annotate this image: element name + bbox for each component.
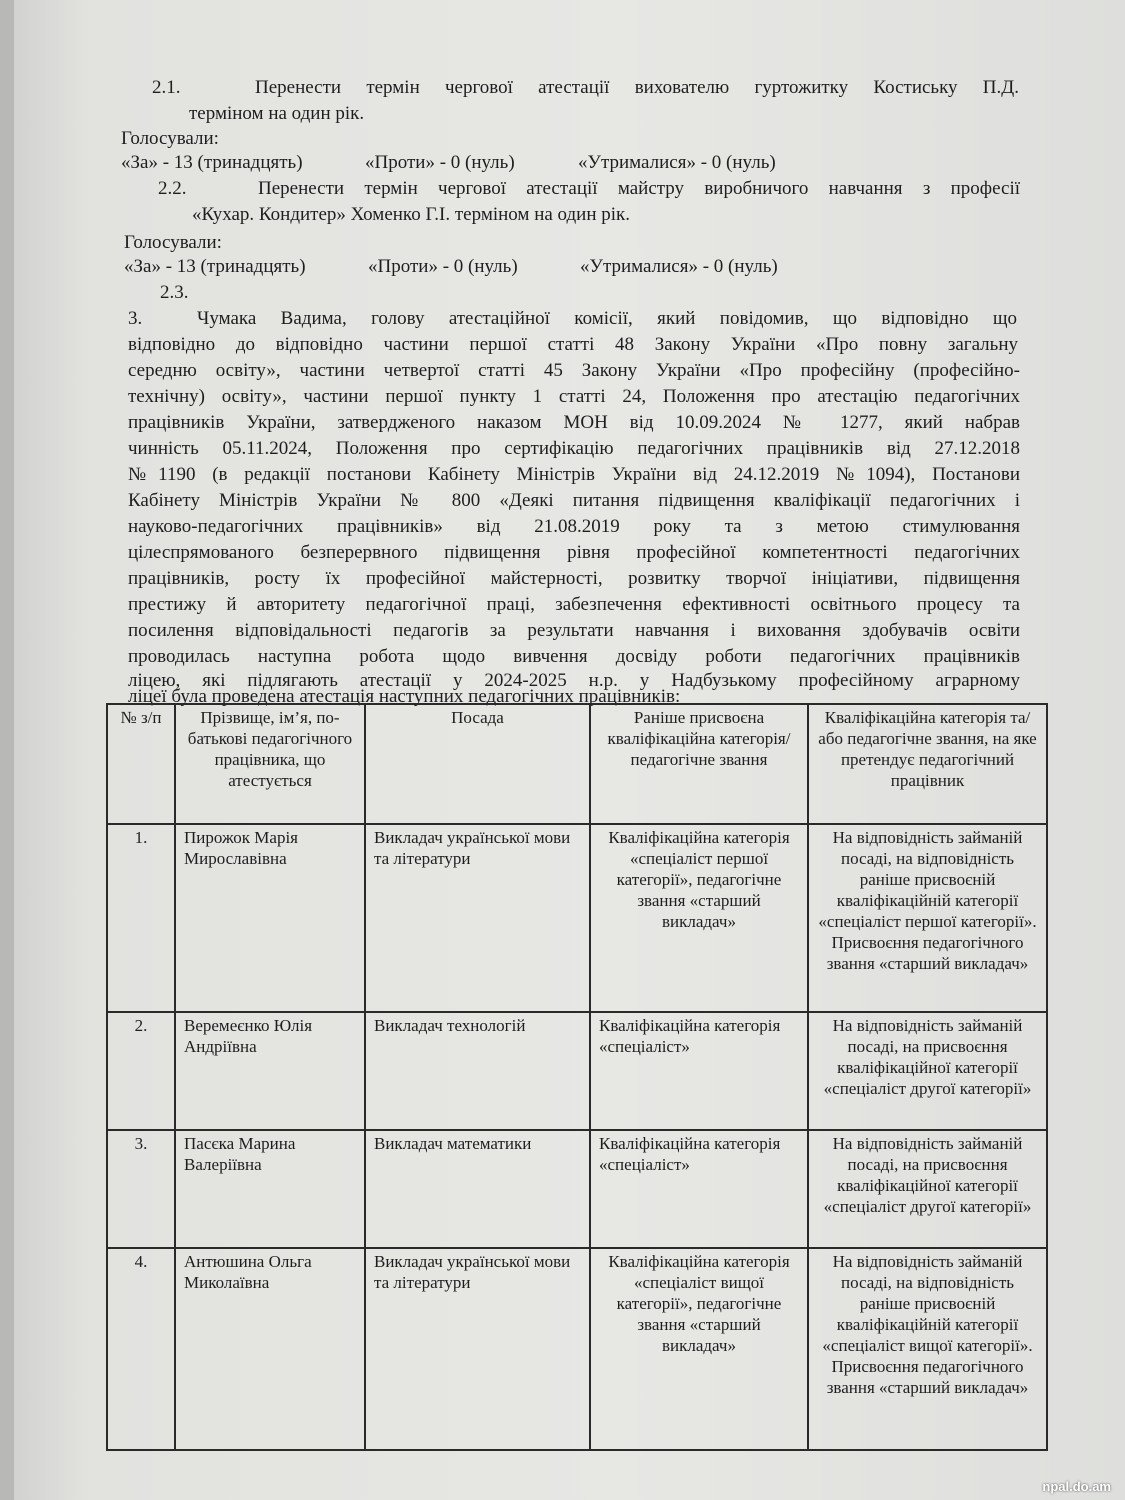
row-previous-category: Кваліфікаційна категорія «спеціаліст першої категорії», педагогічне звання «старший викладач» <box>590 824 808 1012</box>
item-2-3-number: 2.3. <box>160 282 189 303</box>
item-3-line: ліцею, які підлягають атестації у 2024-2025 н.р. у Надбузькому професійному аграрному <box>128 670 1020 691</box>
item-3-line: Кабінету Міністрів України № 800 «Деякі питання підвищення кваліфікації педагогічних і <box>128 490 1020 511</box>
row-previous-category: Кваліфікаційна категорія «спеціаліст» <box>590 1012 808 1130</box>
row-target-category: На відповідність займаній посаді, на відповідність раніше присвоєній кваліфікаційній категорії «спеціаліст першої категорії». Присвоєння педагогічного звання «старший викладач» <box>808 824 1047 1012</box>
item-2-1-text-line2: терміном на один рік. <box>189 103 365 124</box>
header-previous-category: Раніше присвоєна кваліфікаційна категорія/ педагогічне звання <box>590 704 808 824</box>
site-watermark: npal.do.am <box>1042 1479 1111 1494</box>
row-target-category: На відповідність займаній посаді, на присвоєння кваліфікаційної категорії «спеціаліст другої категорії» <box>808 1012 1047 1130</box>
item-3-line: відповідно до відповідно частини першої статті 48 Закону України «Про повну загальну <box>128 334 1018 355</box>
row-name: Пасєка Марина Валеріївна <box>175 1130 365 1248</box>
item-3-line: середню освіту», частини четвертої статті 45 Закону України «Про професійну (професійно- <box>128 360 1020 381</box>
row-name: Пирожок Марія Мирославівна <box>175 824 365 1012</box>
vote-1-za: «За» - 13 (тринадцять) <box>121 152 303 173</box>
vote-1-label: Голосували: <box>121 128 219 149</box>
attestation-table <box>106 703 1048 1451</box>
item-3-line: працівників України, затвердженого наказом МОН від 10.09.2024 № 1277, який набрав <box>128 412 1020 433</box>
row-previous-category: Кваліфікаційна категорія «спеціаліст» <box>590 1130 808 1248</box>
row-number: 4. <box>107 1248 175 1450</box>
row-name: Антюшина Ольга Миколаївна <box>175 1248 365 1450</box>
item-2-2-text-line1: Перенести термін чергової атестації майстру виробничого навчання з професії <box>258 178 1020 199</box>
item-3-line: ліцеї була проведена атестація наступних педагогічних працівників: <box>128 686 681 707</box>
item-3-number: 3. <box>128 308 143 329</box>
row-number: 3. <box>107 1130 175 1248</box>
row-number: 1. <box>107 824 175 1012</box>
vote-1-proty: «Проти» - 0 (нуль) <box>365 152 515 173</box>
table-row <box>107 1130 1047 1248</box>
item-3-line: посилення відповідальності педагогів за результати навчання і виховання здобувачів освіти <box>128 620 1020 641</box>
table-row <box>107 1012 1047 1130</box>
row-position: Викладач української мови та літератури <box>365 1248 590 1450</box>
page-edge-shadow <box>0 0 14 1500</box>
item-3-line: працівників, росту їх професійної майстерності, розвитку творчої ініціативи, підвищення <box>128 568 1020 589</box>
row-name: Веремеєнко Юлія Андріївна <box>175 1012 365 1130</box>
row-position: Викладач української мови та літератури <box>365 824 590 1012</box>
item-3-line: науково-педагогічних працівників» від 21.08.2019 року та з метою стимулювання <box>128 516 1020 537</box>
item-3-line: проводилась наступна робота щодо вивчення досвіду роботи педагогічних працівників <box>128 646 1020 667</box>
item-3-line: цілеспрямованого безперервного підвищення рівня професійної компетентності педагогічних <box>128 542 1020 563</box>
vote-2-utrymalys: «Утрималися» - 0 (нуль) <box>580 256 778 277</box>
item-3-line: №1190 (в редакції постанови Кабінету Міністрів України від 24.12.2019 №1094), Постанови <box>128 464 1020 485</box>
item-3-line: престижу й авторитету педагогічної праці, забезпечення ефективності освітнього процесу та <box>128 594 1020 615</box>
row-number: 2. <box>107 1012 175 1130</box>
vote-2-label: Голосували: <box>124 232 222 253</box>
row-position: Викладач математики <box>365 1130 590 1248</box>
item-2-1-text-line1: Перенести термін чергової атестації вихователю гуртожитку Костиську П.Д. <box>255 77 1019 98</box>
table-header-row <box>107 704 1047 824</box>
table-row <box>107 824 1047 1012</box>
row-target-category: На відповідність займаній посаді, на присвоєння кваліфікаційної категорії «спеціаліст другої категорії» <box>808 1130 1047 1248</box>
row-position: Викладач технологій <box>365 1012 590 1130</box>
header-position: Посада <box>365 704 590 824</box>
header-full-name: Прізвище, ім’я, по-батькові педагогічного працівника, що атестується <box>175 704 365 824</box>
item-2-2-number: 2.2. <box>158 178 187 199</box>
row-target-category: На відповідність займаній посаді, на відповідність раніше присвоєній кваліфікаційній категорії «спеціаліст вищої категорії». Присвоєння педагогічного звання «старший викладач» <box>808 1248 1047 1450</box>
table-row <box>107 1248 1047 1450</box>
vote-2-proty: «Проти» - 0 (нуль) <box>368 256 518 277</box>
item-3-line: чинність 05.11.2024, Положення про сертифікацію педагогічних працівників від 27.12.2018 <box>128 438 1020 459</box>
header-number: № з/п <box>107 704 175 824</box>
row-previous-category: Кваліфікаційна категорія «спеціаліст вищої категорії», педагогічне звання «старший викладач» <box>590 1248 808 1450</box>
vote-2-za: «За» - 13 (тринадцять) <box>124 256 306 277</box>
item-3-line: Чумака Вадима, голову атестаційної комісії, який повідомив, що відповідно що <box>197 308 1017 329</box>
item-3-line: технічну) освіту», частини першої пункту 1 статті 24, Положення про атестацію педагогічних <box>128 386 1020 407</box>
item-2-2-text-line2: «Кухар. Кондитер» Хоменко Г.І. терміном на один рік. <box>192 204 631 225</box>
vote-1-utrymalys: «Утрималися» - 0 (нуль) <box>578 152 776 173</box>
header-target-category: Кваліфікаційна категорія та/або педагогічне звання, на яке претендує педагогічний працівник <box>808 704 1047 824</box>
item-2-1-number: 2.1. <box>152 77 181 98</box>
